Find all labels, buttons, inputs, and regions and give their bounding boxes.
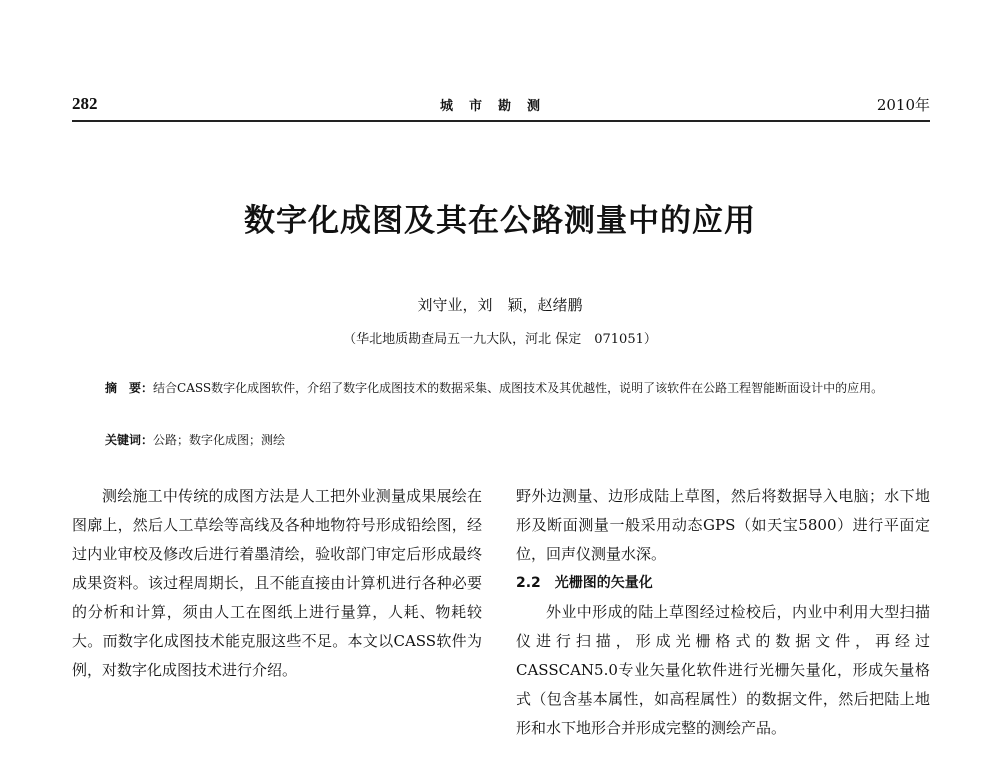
left-column	[72, 482, 482, 685]
abstract	[105, 375, 895, 401]
abstract-label: 摘 要：	[105, 381, 154, 395]
authors: 刘守业，刘 颖，赵绪鹏	[417, 296, 583, 314]
right-column	[516, 482, 930, 743]
section-heading: 2.2 光栅图的矢量化	[516, 575, 653, 591]
keywords-text: 公路；数字化成图；测绘	[153, 433, 286, 447]
paper-title: 数字化成图及其在公路测量中的应用	[244, 203, 756, 239]
abstract-text: 结合CASS数字化成图软件，介绍了数字化成图技术的数据采集、成图技术及其优越性，说明了该软件在公路工程智能断面设计中的应用。	[153, 381, 884, 395]
journal-name: 城市勘测	[440, 99, 557, 114]
keywords-label: 关键词：	[105, 433, 154, 447]
header-rule	[72, 120, 930, 122]
keywords	[105, 427, 895, 453]
affiliation: （华北地质勘查局五一九大队，河北 保定 071051）	[343, 332, 657, 347]
issue-year: 2010年	[876, 96, 930, 114]
body-paragraph: 野外边测量、边形成陆上草图，然后将数据导入电脑；水下地形及断面测量一般采用动态GPS（如天宝5800）进行平面定位，回声仪测量水深。	[516, 487, 930, 563]
body-paragraph: 外业中形成的陆上草图经过检校后，内业中利用大型扫描仪进行扫描，形成光栅格式的数据文件，再经过CASSCAN5.0专业矢量化软件进行光栅矢量化，形成矢量格式（包含基本属性，如高程属性）的数据文件，然后把陆上地形和水下地形合并形成完整的测绘产品。	[516, 603, 930, 737]
page-number: 282	[72, 94, 98, 113]
body-paragraph: 测绘施工中传统的成图方法是人工把外业测量成果展绘在图廓上，然后人工草绘等高线及各种地物符号形成铅绘图，经过内业审校及修改后进行着墨清绘，验收部门审定后形成最终成果资料。该过程周期长，且不能直接由计算机进行各种必要的分析和计算，须由人工在图纸上进行量算，人耗、物耗较大。而数字化成图技术能克服这些不足。本文以CASS软件为例，对数字化成图技术进行介绍。	[72, 487, 482, 679]
